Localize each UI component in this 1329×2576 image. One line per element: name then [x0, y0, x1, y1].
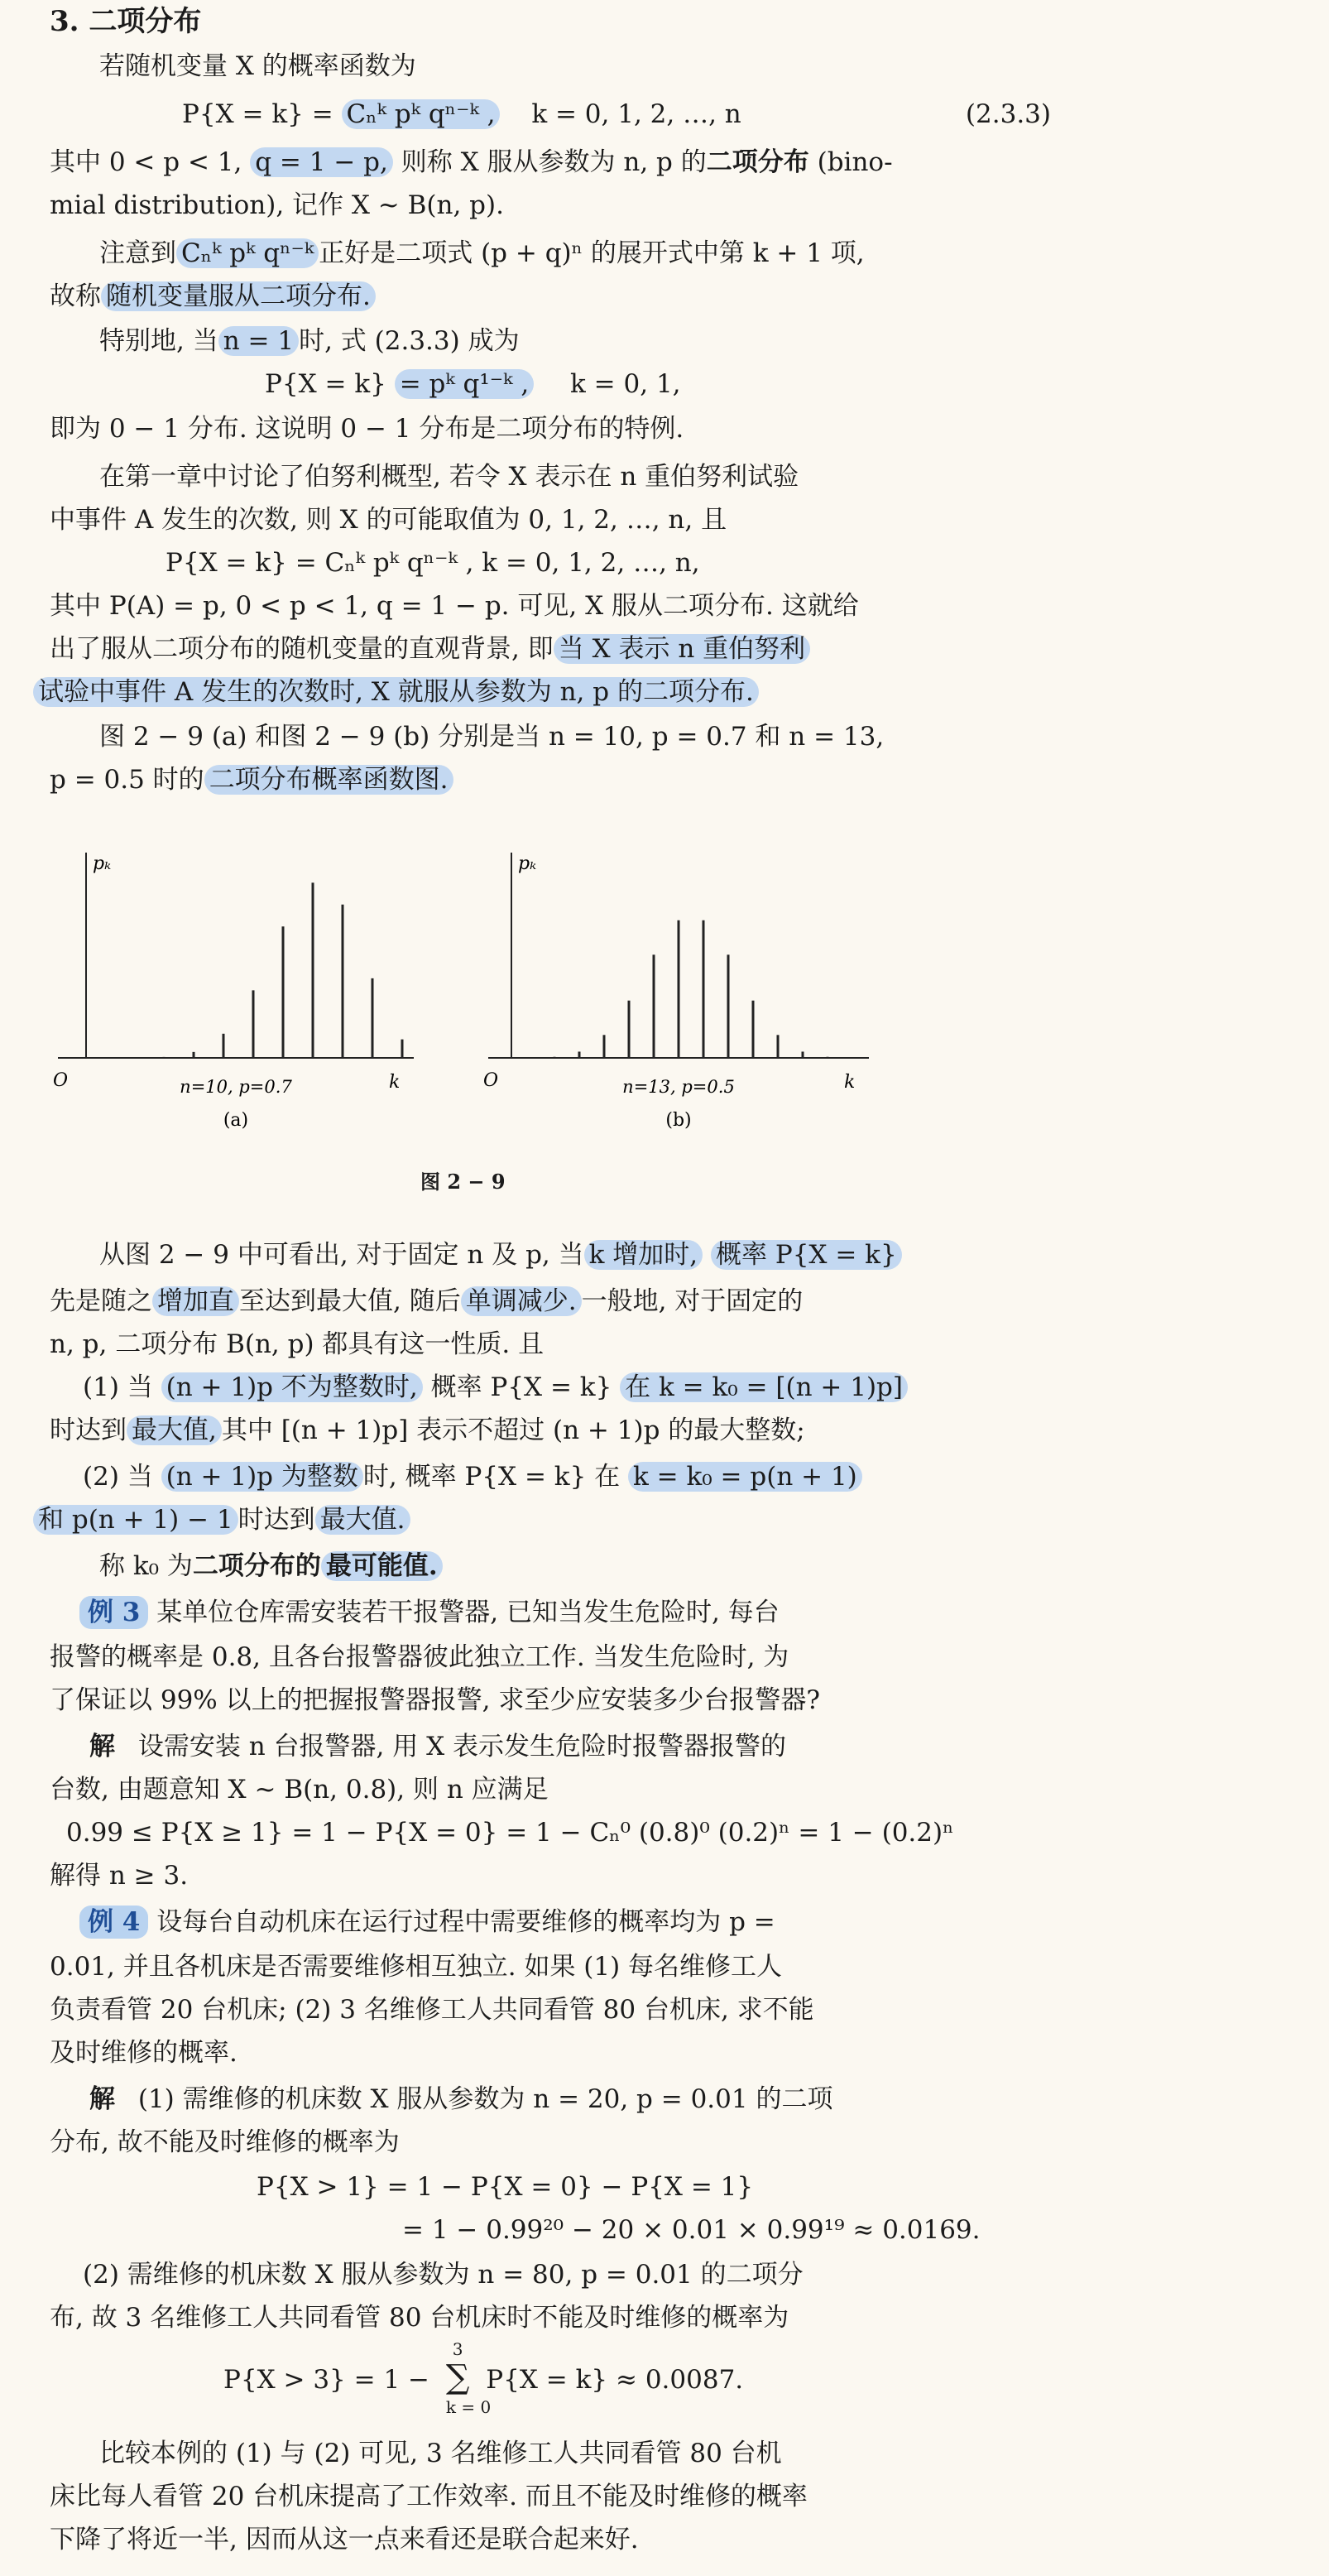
ex3-text-1: 某单位仓库需安装若干报警器, 已知当发生危险时, 每台	[156, 1598, 780, 1627]
case1-text-d: 其中 [(n + 1)p] 表示不超过 (n + 1)p 的最大整数;	[221, 1415, 805, 1445]
example-4-badge: 例 4	[79, 1906, 148, 1939]
def-text-c: (bino-	[817, 147, 893, 177]
x-axis-label: k	[389, 1072, 401, 1093]
summation-sign	[445, 2339, 492, 2417]
case-1-line-1	[83, 1371, 1010, 1404]
chart-annotation: n=10, p=0.7	[180, 1077, 292, 1097]
background-text-2: 出了服从二项分布的随机变量的直观背景, 即	[50, 634, 554, 664]
y-axis-label: pₖ	[93, 853, 112, 874]
trials-text-2: 中事件 A 发生的次数, 则 X 的可能取值为 0, 1, 2, …, n, 且	[50, 505, 727, 535]
solution-4-eq-2	[402, 2213, 1329, 2247]
eq2-range: k = 0, 1,	[570, 369, 681, 399]
sum-symbol: ∑	[445, 2358, 470, 2396]
mode-highlight: 最可能值.	[321, 1551, 443, 1581]
comparison-text-1: 比较本例的 (1) 与 (2) 可见, 3 名维修工人共同看管 80 台机	[99, 2439, 782, 2468]
background-highlight-a: 当 X 表示 n 重伯努利	[554, 634, 810, 664]
observation-line-3	[50, 1328, 976, 1361]
case2-highlight-c: 和 p(n + 1) − 1	[33, 1505, 238, 1535]
sol4-text-2: 分布, 故不能及时维修的概率为	[50, 2127, 400, 2157]
case1-text-b: 概率 P{X = k}	[430, 1372, 612, 1402]
y-axis-label: pₖ	[518, 853, 537, 874]
case1-text-a: (1) 当	[83, 1372, 153, 1402]
def-text-b: 则称 X 服从参数为 n, p 的	[401, 147, 707, 177]
comparison-line-3	[50, 2523, 976, 2556]
ex3-text-3: 了保证以 99% 以上的把握报警器报警, 求至少应安装多少台报警器?	[50, 1685, 820, 1715]
obs-text-e: n, p, 二项分布 B(n, p) 都具有这一性质. 且	[50, 1329, 545, 1359]
intro-text: 若随机变量 X 的概率函数为	[99, 51, 416, 81]
equation-2-3-3	[182, 98, 1109, 131]
note-text-a: 注意到	[99, 238, 176, 268]
example-4-line-4	[50, 2036, 976, 2069]
note-text-c: 故称	[50, 281, 101, 311]
observation-line-2	[50, 1285, 976, 1318]
intro-line	[99, 50, 1026, 83]
obs-highlight-increase: 增加直	[152, 1286, 239, 1316]
obs-text-c: 至达到最大值, 随后	[239, 1286, 461, 1316]
comparison-text-2: 床比每人看管 20 台机床提高了工作效率. 而且不能及时维修的概率	[50, 2482, 808, 2511]
note-line-1	[99, 237, 1026, 270]
trials-text-1: 在第一章中讨论了伯努利概型, 若令 X 表示在 n 重伯努利试验	[99, 462, 799, 492]
example-4-line-2	[50, 1950, 976, 1983]
case2-highlight-a: (n + 1)p 为整数	[161, 1462, 363, 1492]
ex4-text-4: 及时维修的概率.	[50, 2038, 237, 2068]
eq1-lhs: P{X = k} =	[182, 99, 342, 129]
case1-highlight-a: (n + 1)p 不为整数时,	[161, 1372, 423, 1402]
ex3-text-2: 报警的概率是 0.8, 且各台报警器彼此独立工作. 当发生危险时, 为	[50, 1642, 789, 1672]
definition-line-2	[50, 189, 976, 222]
sol4-text-6: 布, 故 3 名维修工人共同看管 80 台机床时不能及时维修的概率为	[50, 2303, 789, 2333]
eq1-highlight: Cₙᵏ pᵏ qⁿ⁻ᵏ ,	[342, 99, 501, 129]
obs-highlight-prob: 概率 P{X = k}	[711, 1240, 902, 1270]
background-line-3	[33, 675, 960, 709]
def-highlight-q: q = 1 − p,	[250, 147, 393, 177]
special-case-line	[99, 324, 1026, 358]
obs-text-b: 先是随之	[50, 1286, 152, 1316]
case-2-line-1	[83, 1460, 1010, 1493]
origin-label: O	[53, 1070, 69, 1091]
mode-definition	[99, 1550, 1026, 1583]
background-line-1	[50, 589, 976, 622]
sum-lower-limit: k = 0	[445, 2397, 492, 2417]
note-line-2	[50, 280, 976, 313]
sol4-text-5: (2) 需维修的机床数 X 服从参数为 n = 80, p = 0.01 的二项分	[83, 2260, 804, 2290]
case2-text-c: 时达到	[237, 1505, 315, 1535]
ex4-text-2: 0.01, 并且各机床是否需要维修相互独立. 如果 (1) 每名维修工人	[50, 1952, 783, 1982]
equation-bernoulli	[265, 368, 1192, 401]
example-3-line-1	[79, 1596, 1006, 1629]
binomial-charts-svg	[0, 836, 927, 1200]
solution-3-label: 解	[89, 1732, 115, 1761]
eq2-highlight: = pᵏ q¹⁻ᵏ ,	[395, 369, 534, 399]
figure-title: 图 2 − 9	[420, 1170, 506, 1194]
note-highlight-conclusion: 随机变量服从二项分布.	[101, 281, 376, 311]
case2-text-b: 时, 概率 P{X = k} 在	[362, 1462, 621, 1492]
case2-text-a: (2) 当	[83, 1462, 153, 1492]
section-heading	[50, 5, 976, 38]
comparison-line-1	[99, 2437, 1026, 2470]
solution-4-eq-3	[223, 2339, 1150, 2417]
obs-text-d: 一般地, 对于固定的	[581, 1286, 804, 1316]
note-text-b: 正好是二项式 (p + q)ⁿ 的展开式中第 k + 1 项,	[319, 238, 865, 268]
figure-2-9	[0, 836, 927, 1200]
def-text-line2: mial distribution), 记作 X ~ B(n, p).	[50, 190, 504, 220]
figure-ref-text-1: 图 2 − 9 (a) 和图 2 − 9 (b) 分别是当 n = 10, p = 0.7 和 n = 13,	[99, 722, 885, 752]
section-heading-text: 3. 二项分布	[50, 5, 202, 38]
solution-3-line-2	[50, 1773, 976, 1806]
sol3-text-2: 台数, 由题意知 X ~ B(n, 0.8), 则 n 应满足	[50, 1775, 549, 1805]
chart-caption: (b)	[665, 1110, 692, 1131]
example-3-line-2	[50, 1641, 976, 1674]
sol3-text-1: 设需安装 n 台报警器, 用 X 表示发生危险时报警器报警的	[137, 1732, 787, 1761]
observation-line-1	[99, 1238, 1026, 1271]
solution-4-line-6	[50, 2301, 976, 2334]
bernoulli-trials-line-2	[50, 503, 976, 536]
case1-highlight-b: 在 k = k₀ = [(n + 1)p]	[620, 1372, 908, 1402]
mode-bold: 二项分布的	[192, 1551, 321, 1581]
sol4-eq3-rhs: P{X = k} ≈ 0.0087.	[486, 2365, 744, 2395]
case-1-line-2	[50, 1414, 976, 1447]
example-3-line-3	[50, 1684, 976, 1717]
figure-ref-highlight: 二项分布概率函数图.	[204, 765, 453, 795]
obs-highlight-decrease: 单调减少.	[461, 1286, 582, 1316]
chart-annotation: n=13, p=0.5	[622, 1077, 735, 1097]
example-4-line-3	[50, 1993, 976, 2026]
case2-highlight-b: k = k₀ = p(n + 1)	[628, 1462, 862, 1492]
obs-text-a: 从图 2 − 9 中可看出, 对于固定 n 及 p, 当	[99, 1240, 584, 1270]
comparison-line-2	[50, 2480, 976, 2513]
solution-3-line-1	[89, 1730, 1016, 1763]
comparison-text-3: 下降了将近一半, 因而从这一点来看还是联合起来好.	[50, 2525, 639, 2554]
obs-highlight-k: k 增加时,	[584, 1240, 703, 1270]
sol4-eq-1: P{X > 1} = 1 − P{X = 0} − P{X = 1}	[257, 2172, 754, 2202]
special-highlight-n1: n = 1	[218, 326, 299, 356]
solution-3-line-3	[66, 1816, 993, 1849]
note-highlight-term: Cₙᵏ pᵏ qⁿ⁻ᵏ	[176, 238, 319, 268]
eq2-lhs: P{X = k}	[265, 369, 386, 399]
chart-a	[53, 853, 414, 1131]
background-text-1: 其中 P(A) = p, 0 < p < 1, q = 1 − p. 可见, X 服从二项分布. 这就给	[50, 591, 859, 621]
case1-text-c: 时达到	[50, 1415, 127, 1445]
sol3-text-3: 0.99 ≤ P{X ≥ 1} = 1 − P{X = 0} = 1 − Cₙ⁰ (0.8)⁰ (0.2)ⁿ = 1 − (0.2)ⁿ	[66, 1818, 954, 1848]
solution-4-line-1	[89, 2083, 1016, 2116]
ex4-text-3: 负责看管 20 台机床; (2) 3 名维修工人共同看管 80 台机床, 求不能	[50, 1995, 814, 2025]
sol4-eq3-lhs: P{X > 3} = 1 −	[223, 2365, 430, 2395]
def-bold-term: 二项分布	[706, 147, 809, 177]
solution-4-label: 解	[89, 2084, 115, 2114]
sol4-eq-2: = 1 − 0.99²⁰ − 20 × 0.01 × 0.99¹⁹ ≈ 0.0169.	[402, 2215, 981, 2245]
case1-highlight-max: 最大值,	[127, 1415, 222, 1445]
special-text-a: 特别地, 当	[99, 326, 218, 356]
def-text-a: 其中 0 < p < 1,	[50, 147, 242, 177]
background-highlight-b: 试验中事件 A 发生的次数时, X 就服从参数为 n, p 的二项分布.	[33, 677, 759, 707]
case-2-line-2	[33, 1503, 960, 1536]
eq1-range: k = 0, 1, 2, …, n	[531, 99, 741, 129]
figure-ref-line-1	[99, 720, 1026, 753]
solution-4-line-2	[50, 2126, 976, 2159]
example-4-line-1	[79, 1906, 1006, 1939]
definition-line-1	[50, 146, 976, 179]
sum-upper-limit: 3	[452, 2339, 463, 2359]
solution-3-line-4	[50, 1859, 976, 1892]
eq1-number: (2.3.3)	[965, 99, 1051, 129]
ex4-text-1: 设每台自动机床在运行过程中需要维修的概率均为 p =	[156, 1907, 775, 1937]
figure-ref-text-2: p = 0.5 时的	[50, 765, 204, 795]
mode-text: 称 k₀ 为	[99, 1551, 193, 1581]
background-line-2	[50, 632, 976, 666]
bernoulli-trials-line-1	[99, 460, 1026, 493]
sol4-text-1: (1) 需维修的机床数 X 服从参数为 n = 20, p = 0.01 的二项	[137, 2084, 833, 2114]
sol3-text-4: 解得 n ≥ 3.	[50, 1861, 189, 1891]
case2-highlight-max: 最大值.	[315, 1505, 410, 1535]
solution-4-line-5	[83, 2258, 1010, 2291]
special-text-b: 时, 式 (2.3.3) 成为	[299, 326, 520, 356]
figure-ref-line-2	[50, 763, 976, 796]
chart-caption: (a)	[223, 1110, 249, 1131]
eq3-text: P{X = k} = Cₙᵏ pᵏ qⁿ⁻ᵏ , k = 0, 1, 2, …, n,	[166, 548, 700, 578]
solution-4-eq-1	[257, 2170, 1183, 2204]
bernoulli-remark	[50, 412, 976, 445]
equation-trials	[166, 546, 1092, 579]
bernoulli-remark-text: 即为 0 − 1 分布. 这说明 0 − 1 分布是二项分布的特例.	[50, 414, 684, 444]
example-3-badge: 例 3	[79, 1596, 148, 1629]
chart-b	[483, 853, 869, 1131]
origin-label: O	[483, 1070, 499, 1091]
x-axis-label: k	[844, 1072, 856, 1093]
